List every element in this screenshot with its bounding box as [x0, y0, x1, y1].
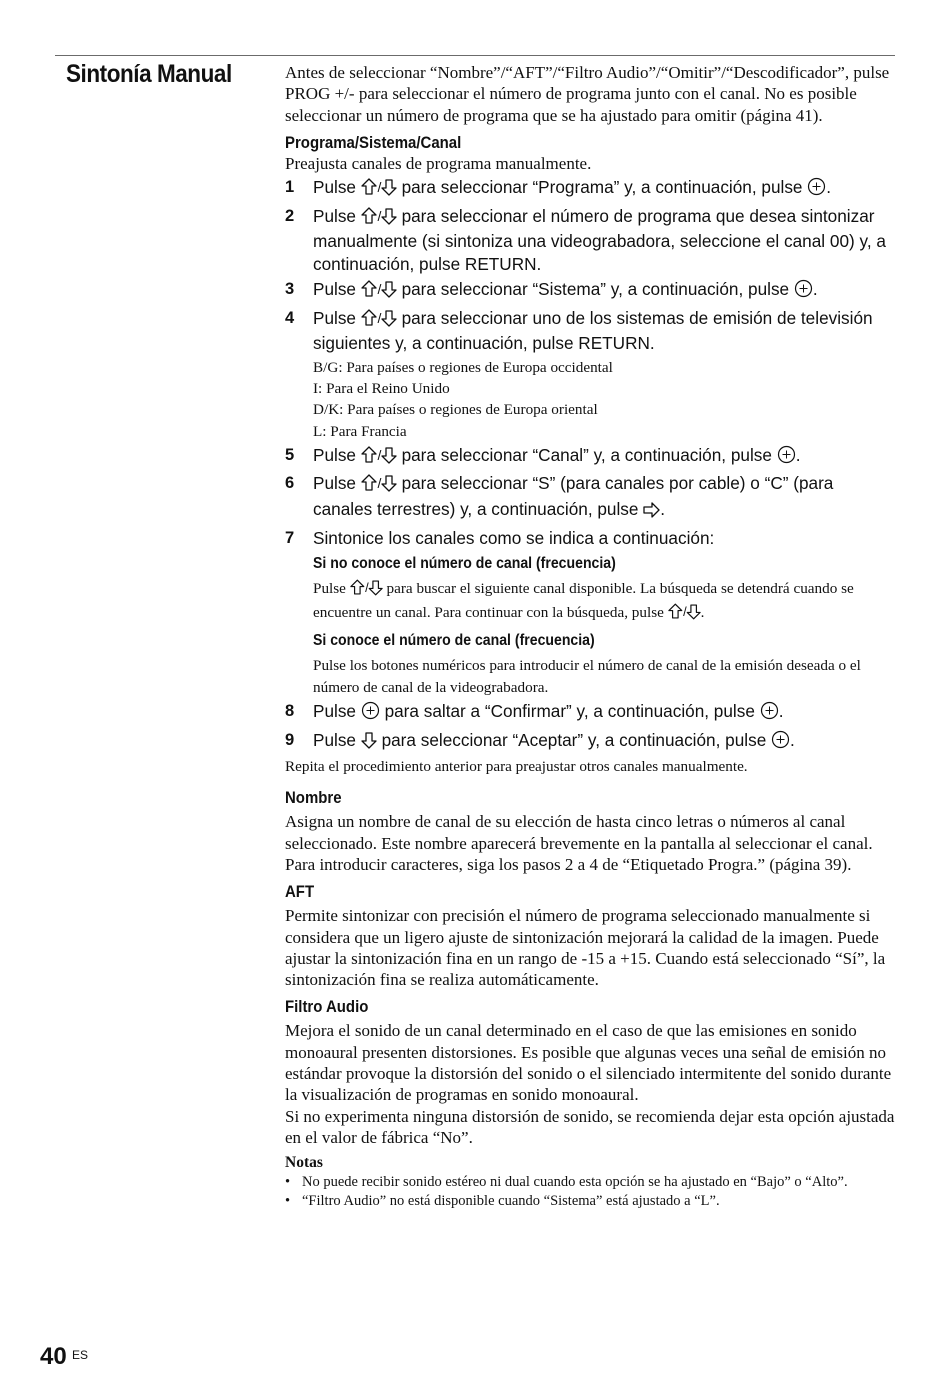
- step-text: para seleccionar “S” (para canales por cable) o “C” (para canales terrestres) y, a continuación, pulse: [313, 473, 834, 519]
- svg-text:/: /: [377, 281, 382, 298]
- enter-button-icon: [361, 701, 380, 726]
- aft-heading: AFT: [285, 882, 315, 902]
- step-9: 9 Pulse para seleccionar “Aceptar” y, a continuación, pulse .: [285, 729, 895, 755]
- system-item: D/K: Para países o regiones de Europa oriental: [313, 401, 598, 419]
- systems-list: [285, 357, 895, 442]
- svg-text:/: /: [377, 179, 382, 196]
- step-number: 3: [285, 280, 295, 299]
- nombre-text-2: Para introducir caracteres, siga los pasos 2 a 4 de “Etiquetado Progra.” (página 39).: [285, 854, 852, 874]
- arrow-up-down-icon: [361, 309, 397, 333]
- step-text: Sintonice los canales como se indica a continuación:: [313, 528, 715, 549]
- programa-lead: Preajusta canales de programa manualmente.: [285, 153, 592, 173]
- step-text: para seleccionar el número de programa que desea sintonizar manualmente (si sintoniza una videograbadora, seleccione el canal 00) y, a continuación, pulse RETURN.: [313, 205, 886, 274]
- nombre-text: Asigna un nombre de canal de su elección de hasta cinco letras o números al canal seleccionado. Este nombre aparecerá brevemente en la pantalla al seleccionar el canal.: [285, 812, 873, 853]
- sub1-heading: Si no conoce el número de canal (frecuencia): [313, 554, 616, 572]
- svg-text:/: /: [377, 446, 382, 463]
- enter-button-icon: [777, 445, 796, 470]
- system-item: I: Para el Reino Unido: [313, 379, 450, 397]
- step-number: 5: [285, 445, 295, 464]
- step-8: 8 Pulse para saltar a “Confirmar” y, a continuación, pulse .: [285, 700, 895, 726]
- arrow-up-down-icon: [361, 178, 397, 202]
- filtro-text: Mejora el sonido de un canal determinado en el caso de que las emisiones en sonido monoaural presenten distorsiones. Es posible que algunas veces una señal de emisión no estándar provoque la distorsión del sonido o el silenciado intermitente del sonido durante la visualización de programas en sonido monoaural.: [285, 1021, 892, 1105]
- programa-heading: Programa/Sistema/Canal: [285, 132, 462, 152]
- step-text: para seleccionar “Sistema” y, a continuación, pulse: [401, 279, 790, 300]
- step-7-substeps: [285, 554, 895, 698]
- arrow-up-down-icon: [350, 579, 383, 602]
- step-number: 6: [285, 474, 295, 493]
- arrow-up-down-icon: [668, 603, 701, 626]
- sub2-text: Pulse los botones numéricos para introducir el número de canal de la emisión deseada o el número de canal de la videograbadora.: [313, 657, 861, 696]
- step-7: [285, 527, 895, 550]
- filtro-text-2: Si no experimenta ninguna distorsión de sonido, se recomienda dejar esta opción ajustada en el valor de fábrica “No”.: [285, 1106, 895, 1147]
- step-number: 9: [285, 730, 295, 749]
- sub2-heading: Si conoce el número de canal (frecuencia): [313, 632, 595, 650]
- arrow-down-icon: [361, 731, 377, 755]
- step-number: 2: [285, 206, 295, 225]
- step-1: 1 Pulse / para seleccionar “Programa” y, a continuación, pulse .: [285, 176, 895, 202]
- step-3: 3 Pulse / para seleccionar “Sistema” y, a continuación, pulse .: [285, 278, 895, 304]
- note-item: • “Filtro Audio” no está disponible cuando “Sistema” está ajustado a “L”.: [285, 1193, 720, 1210]
- step-number: 4: [285, 308, 295, 327]
- step-text: para seleccionar “Aceptar” y, a continuación, pulse: [381, 729, 767, 750]
- svg-text:/: /: [377, 207, 382, 224]
- filtro-heading: Filtro Audio: [285, 997, 369, 1017]
- page-language: ES: [72, 1348, 89, 1362]
- top-rule: [55, 55, 895, 56]
- arrow-up-down-icon: [361, 474, 397, 498]
- enter-button-icon: [807, 177, 826, 202]
- system-item: L: Para Francia: [313, 422, 407, 440]
- intro-paragraph: Antes de seleccionar “Nombre”/“AFT”/“Filtro Audio”/“Omitir”/“Descodificador”, pulse PROG +/- para seleccionar el número de programa junto con el canal. No es posible seleccionar un número de programa que se ha ajustado para omitir (página 41).: [285, 63, 890, 125]
- step-text: para seleccionar “Programa” y, a continuación, pulse: [401, 177, 803, 198]
- svg-text:/: /: [377, 309, 382, 326]
- enter-button-icon: [760, 701, 779, 726]
- notes-heading: Notas: [285, 1154, 323, 1172]
- step-6: 6 Pulse / para seleccionar “S” (para canales por cable) o “C” (para canales terrestres) y, a continuación, pulse .: [285, 472, 895, 523]
- step-number: 8: [285, 702, 295, 721]
- enter-button-icon: [794, 279, 813, 304]
- step-text: para saltar a “Confirmar” y, a continuación, pulse: [384, 701, 755, 722]
- step-text: para seleccionar uno de los sistemas de emisión de televisión siguientes y, a continuación, pulse RETURN.: [313, 307, 873, 354]
- arrow-right-icon: [643, 501, 660, 524]
- nombre-heading: Nombre: [285, 788, 342, 808]
- arrow-up-down-icon: [361, 207, 397, 231]
- main-content: [285, 62, 895, 1211]
- repeat-note: Repita el procedimiento anterior para preajustar otros canales manualmente.: [285, 758, 748, 776]
- enter-button-icon: [771, 730, 790, 755]
- system-item: B/G: Para países o regiones de Europa occidental: [313, 358, 613, 376]
- svg-text:/: /: [364, 579, 369, 595]
- step-5: 5 Pulse / para seleccionar “Canal” y, a continuación, pulse .: [285, 444, 895, 470]
- aft-text: Permite sintonizar con precisión el número de programa seleccionado manualmente si considera que un ligero ajuste de sintonización mejorará la calidad de la imagen. Puede ajustar la sintonización fina en un rango de -15 a +15. Cuando está seleccionado “Sí”, la sintonización fina se realiza automáticamente.: [285, 906, 886, 990]
- arrow-up-down-icon: [361, 446, 397, 470]
- step-text: para seleccionar “Canal” y, a continuación, pulse: [401, 444, 772, 465]
- step-4: 4 Pulse / para seleccionar uno de los sistemas de emisión de televisión siguientes y, a continuación, pulse RETURN.: [285, 307, 873, 354]
- section-title: Sintonía Manual: [66, 60, 232, 88]
- arrow-up-down-icon: [361, 280, 397, 304]
- svg-text:/: /: [377, 475, 382, 492]
- step-number: 1: [285, 178, 295, 197]
- step-number: 7: [285, 529, 295, 548]
- svg-text:/: /: [682, 604, 687, 620]
- step-2: 2 Pulse / para seleccionar el número de programa que desea sintonizar manualmente (si sintoniza una videograbadora, seleccione el canal 00) y, a continuación, pulse RETURN.: [285, 205, 886, 274]
- note-item: • No puede recibir sonido estéreo ni dual cuando esta opción se ha ajustado en “Bajo” o “Alto”.: [285, 1174, 848, 1191]
- sub1-text: Pulse / para buscar el siguiente canal disponible. La búsqueda se detendrá cuando se encuentre un canal. Para continuar con la búsqueda, pulse / .: [313, 578, 895, 627]
- page-number: 40: [40, 1343, 67, 1370]
